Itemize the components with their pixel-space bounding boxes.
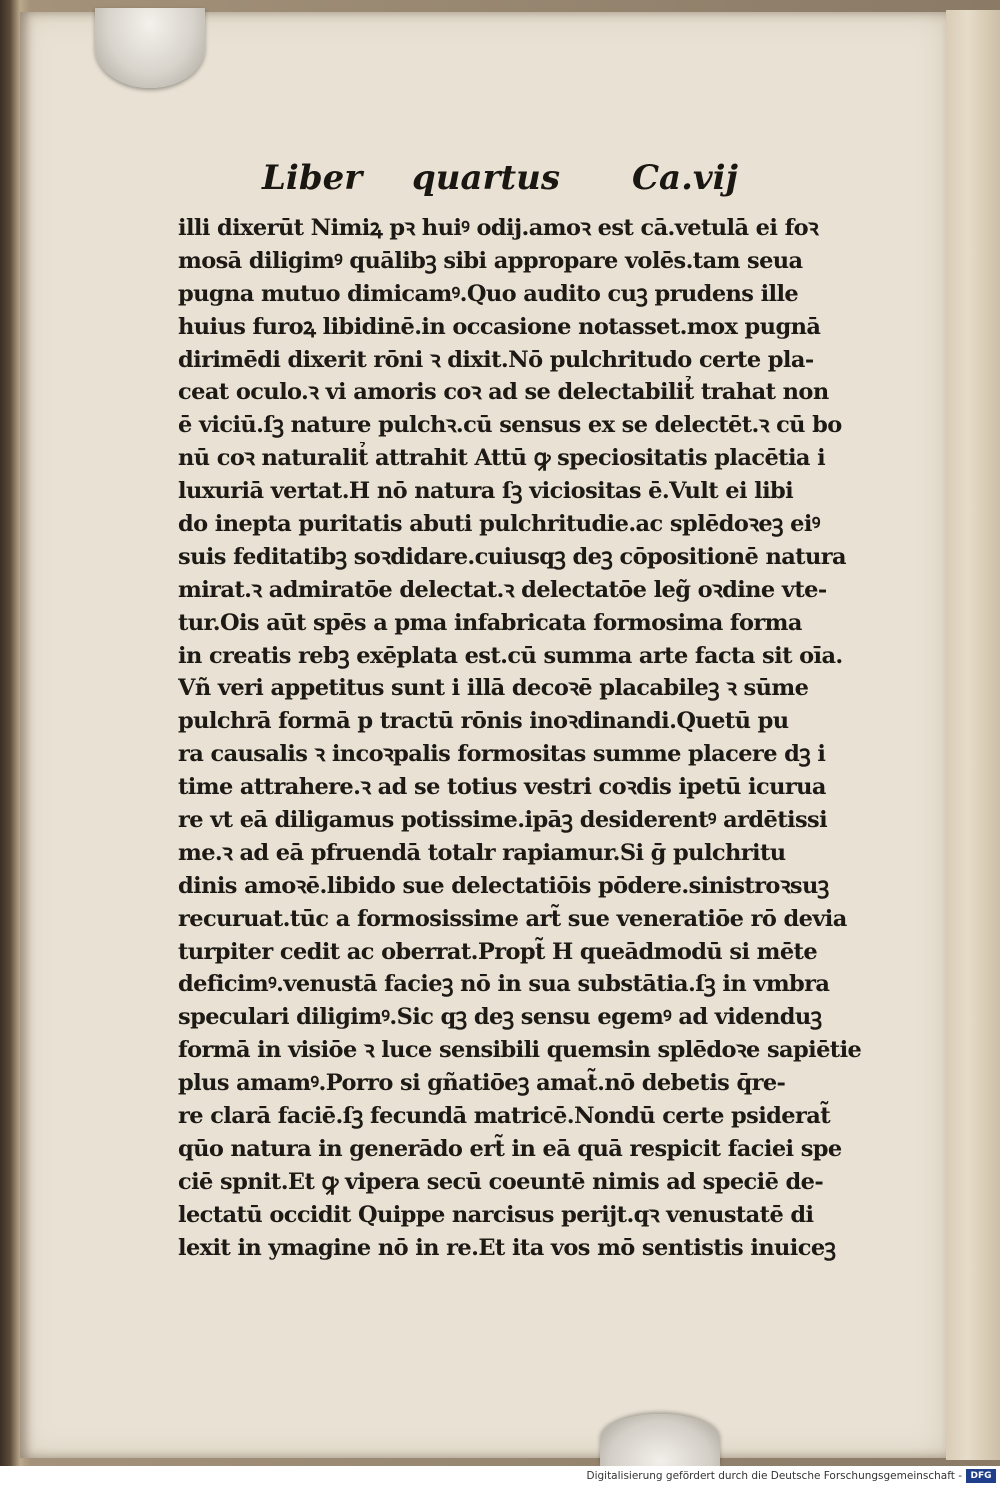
text-line: speculari diligimꝰ.Sic qꝫ deꝫ sensu egemꝰ ad videnduꝫ xyxy=(178,1004,822,1031)
page-clip-bottom xyxy=(600,1414,720,1466)
text-line: tur.Ois aūt spēs a pma infabricata formosima forma xyxy=(178,609,802,636)
text-line: ra causalis ꝛ incoꝛpalis formositas summe placere dꝫ i xyxy=(178,741,826,768)
header-book-number: quartus xyxy=(412,158,561,198)
text-line: deficimꝰ.venustā facieꝫ nō in sua substātia.ſꝫ in vmbra xyxy=(178,971,830,998)
text-line: do inepta puritatis abuti pulchritudie.ac splēdoꝛeꝫ eiꝰ xyxy=(178,511,820,538)
body-text xyxy=(178,212,890,1265)
page-clip-top xyxy=(95,8,205,88)
text-line: ē viciū.ſꝫ nature pulchꝛ.cū sensus ex se delectēt.ꝛ cū bo xyxy=(178,412,842,439)
text-line: turpiter cedit ac oberrat.Propt̃ H queādmodū si mēte xyxy=(178,938,818,965)
text-line: nū coꝛ naturalit̉ attrahit Attū ꝙ speciositatis placētia i xyxy=(178,445,826,472)
book-fore-edge xyxy=(946,10,1000,1460)
digitization-credit: Digitalisierung gefördert durch die Deutsche Forschungsgemeinschaft - xyxy=(586,1470,962,1482)
text-line: ceat oculo.ꝛ vi amoris coꝛ ad se delectabilit̉ trahat non xyxy=(178,379,829,406)
text-line: re vt eā diligamus potissime.ipāꝫ desiderentꝰ ardētissi xyxy=(178,807,828,834)
text-line: Vñ veri appetitus sunt i illā decoꝛē placabileꝫ ꝛ sūme xyxy=(178,675,809,702)
text-line: re clarā faciē.ſꝫ fecundā matricē.Nondū certe psiderat̃ xyxy=(178,1103,831,1130)
text-line: recuruat.tūc a formosissime art̃ sue veneratiōe rō devia xyxy=(178,905,847,932)
text-line: illi dixerūt Nimiꝝ pꝛ huiꝰ odij.amoꝛ est cā.vetulā ei foꝛ xyxy=(178,215,819,241)
text-line: qūo natura in generādo ert̃ in eā quā respicit faciei spe xyxy=(178,1135,842,1162)
text-line: me.ꝛ ad eā pfruendā totalr rapiamur.Si ḡ pulchritu xyxy=(178,839,786,866)
text-line: lectatū occidit Quippe narcisus perijt.qꝛ venustatē di xyxy=(178,1201,814,1228)
text-line: time attrahere.ꝛ ad se totius vestri coꝛdis ipetū icurua xyxy=(178,774,826,801)
text-line: formā in visiōe ꝛ luce sensibili quemsin splēdoꝛe sapiētie xyxy=(178,1037,862,1064)
text-line: mirat.ꝛ admiratōe delectat.ꝛ delectatōe leg̃ oꝛdine vte- xyxy=(178,576,827,603)
text-line: ciē spnit.Et ꝙ vipera secū coeuntē nimis ad speciē de- xyxy=(178,1168,824,1195)
running-header xyxy=(262,158,782,204)
text-line: luxuriā vertat.H nō natura ſꝫ viciositas ē.Vult ei libi xyxy=(178,478,794,505)
text-line: pulchrā formā p tractū rōnis inoꝛdinandi.Quetū pu xyxy=(178,708,789,735)
header-book-label: Liber xyxy=(262,158,363,198)
text-line: mosā diligimꝰ quālibꝫ sibi appropare volēs.tam seua xyxy=(178,247,803,274)
text-line: pugna mutuo dimicamꝰ.Quo audito cuꝫ prudens ille xyxy=(178,280,799,307)
text-line: plus amamꝰ.Porro si gñatiōeꝫ amat̃.nō debetis q̄re- xyxy=(178,1070,786,1097)
dfg-logo: DFG xyxy=(966,1469,996,1483)
text-line: dinis amoꝛē.libido sue delectatiōis pōdere.sinistroꝛsuꝫ xyxy=(178,872,829,899)
text-line: huius furoꝝ libidinē.in occasione notasset.mox pugnā xyxy=(178,313,821,340)
text-line: dirimēdi dixerit rōni ꝛ dixit.Nō pulchritudo certe pla- xyxy=(178,346,814,373)
text-line: suis feditatibꝫ soꝛdidare.cuiusqꝫ deꝫ cōpositionē natura xyxy=(178,543,846,570)
text-line: lexit in ymagine nō in re.Et ita vos mō sentistis inuiceꝫ xyxy=(178,1234,836,1261)
header-chapter-label: Ca.vij xyxy=(632,158,738,198)
text-line: in creatis rebꝫ exēplata est.cū summa arte facta sit oīa. xyxy=(178,642,843,669)
